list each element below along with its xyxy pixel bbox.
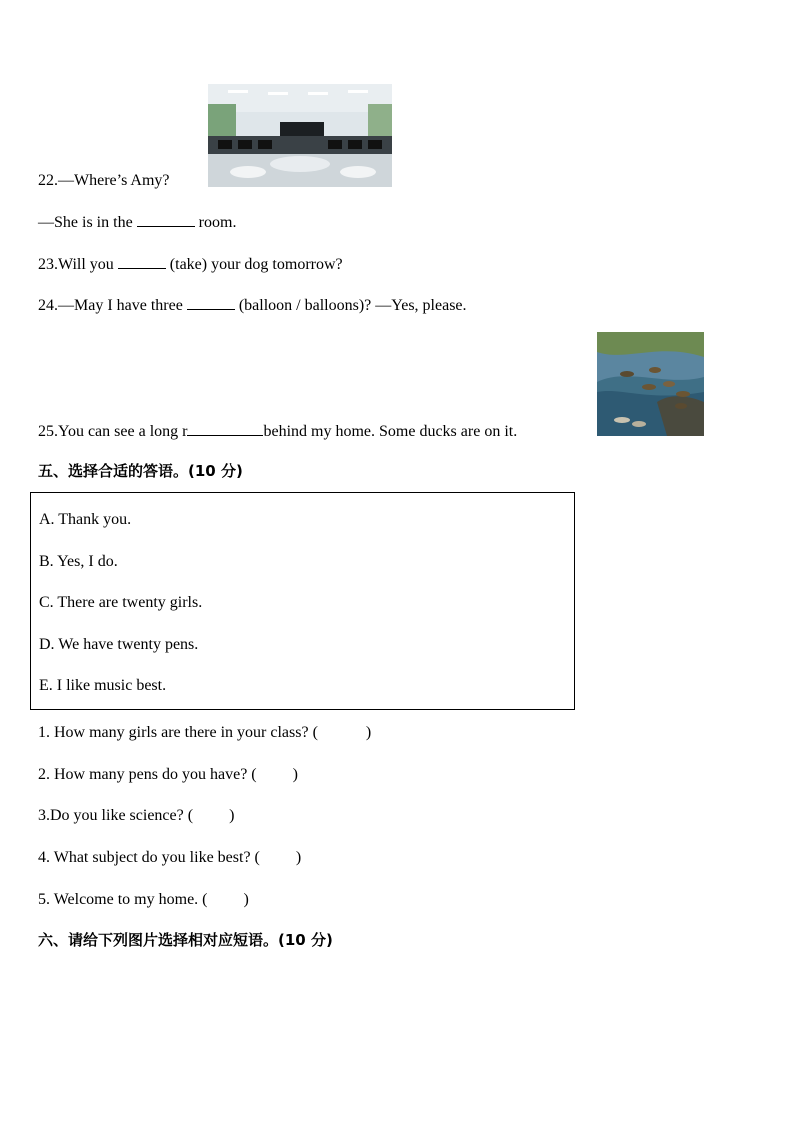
computer-room-image xyxy=(208,84,392,187)
section-5-heading: 五、选择合适的答语。(10 分) xyxy=(38,462,243,480)
q22a-dash: — xyxy=(38,214,54,231)
q22-blank[interactable] xyxy=(137,212,195,227)
item-2-answer-paren[interactable]: ( ) xyxy=(251,766,298,783)
q25-blank[interactable] xyxy=(187,421,263,436)
computer-room-photo xyxy=(208,84,392,187)
q24-blank[interactable] xyxy=(187,295,235,310)
option-b: B. Yes, I do. xyxy=(39,553,118,570)
answer-options-box xyxy=(30,492,575,710)
q22a-after: room. xyxy=(194,214,237,231)
q25-before: 25.You can see a long r xyxy=(38,423,188,440)
q23-after: (take) your dog tomorrow? xyxy=(165,256,343,273)
match-item-3 xyxy=(38,806,234,826)
section-6-heading: 六、请给下列图片选择相对应短语。(10 分) xyxy=(38,931,333,949)
item-3-text: 3.Do you like science? xyxy=(38,807,184,824)
question-22-answer xyxy=(38,212,236,233)
match-item-5 xyxy=(38,890,249,910)
option-d: D. We have twenty pens. xyxy=(39,636,199,653)
river-ducks-image xyxy=(597,332,704,436)
question-24 xyxy=(38,295,467,316)
q22a-before: She is in the xyxy=(54,214,137,231)
q24-before: 24.—May I have three xyxy=(38,297,187,314)
option-a: A. Thank you. xyxy=(39,511,132,528)
q22-text: Where’s Amy? xyxy=(74,172,170,189)
q24-after: (balloon / balloons)? —Yes, please. xyxy=(234,297,467,314)
q25-after: behind my home. Some ducks are on it. xyxy=(263,423,518,440)
river-ducks-photo xyxy=(597,332,704,436)
question-25 xyxy=(38,421,517,442)
q23-before: 23.Will you xyxy=(38,256,118,273)
match-item-1 xyxy=(38,723,371,743)
item-2-text: 2. How many pens do you have? xyxy=(38,766,248,783)
item-4-text: 4. What subject do you like best? xyxy=(38,849,251,866)
q22-dash: — xyxy=(58,172,74,189)
question-23 xyxy=(38,254,343,275)
question-22 xyxy=(38,171,170,191)
option-e: E. I like music best. xyxy=(39,677,167,694)
item-1-text: 1. How many girls are there in your class? xyxy=(38,724,309,741)
q23-blank[interactable] xyxy=(118,254,166,269)
match-item-2 xyxy=(38,765,298,785)
item-1-answer-paren[interactable]: ( ) xyxy=(312,724,372,741)
item-4-answer-paren[interactable]: ( ) xyxy=(254,849,302,866)
match-item-4 xyxy=(38,848,301,868)
q22-number: 22. xyxy=(38,172,58,189)
item-5-text: 5. Welcome to my home. xyxy=(38,891,199,908)
option-c: C. There are twenty girls. xyxy=(39,594,203,611)
item-3-answer-paren[interactable]: ( ) xyxy=(187,807,235,824)
item-5-answer-paren[interactable]: ( ) xyxy=(202,891,249,908)
